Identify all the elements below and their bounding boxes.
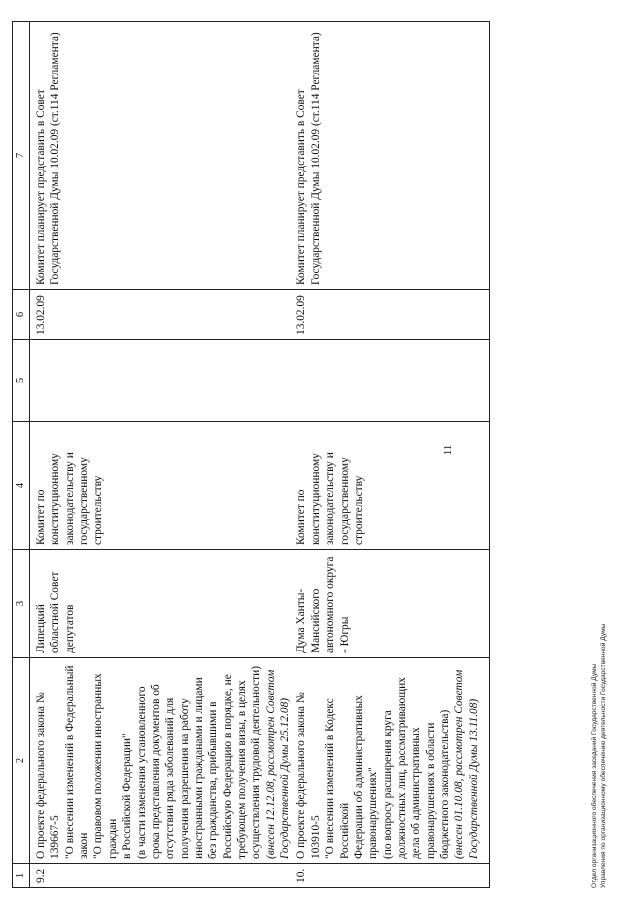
bill-title: О проекте федерального закона № 103910-5 [295,692,322,859]
bill-note: (внесен 01.10.08, рассмотрен Советом Государственной Думы 13.11.08) [453,669,480,859]
bill-name-line: "О правовом положении иностранных граждан [92,673,119,859]
bill-date: 13.02.09 [30,290,293,340]
bills-table [12,21,490,888]
bill-detail: (по вопросу расширения круга должностных лиц, рассматривающих дела об административных правонарушениях в области бюджетного законодательства) [381,677,452,859]
column-header: 2 [13,658,30,864]
column-header: 6 [13,290,30,340]
responsible-committee: Комитет по конституционному законодательству и государственному строительству [30,422,293,550]
bill-initiator: Липецкий областной Совет депутатов [30,550,293,658]
bill-name-line: "О внесении изменений в Федеральный закон [63,665,91,859]
bill-name-line: в Российской Федерации" [121,733,134,859]
row-number: 10. [292,864,489,888]
table-row [30,22,293,888]
column-header: 3 [13,550,30,658]
column-header: 1 [13,864,30,888]
column-header: 5 [13,340,30,422]
bill-name-line: "О внесении изменений в Кодекс Российской [324,698,351,859]
bill-detail: (в части изменения установленного срока представления документов об отсутствии ряда заболеваний для получения разрешения на работу иностранными гражданами и лицами без гражданства, прибывшими в Российскую Федерацию в порядке, не требующем получения визы, в целях осуществления трудовой деятельности) [135,665,263,859]
bill-description [30,658,293,864]
bill-note: (внесен 12.12.08, рассмотрен Советом Государственной Думы 25.12.08) [264,669,292,859]
row-number: 9.2 [30,864,293,888]
bill-plan: Комитет планирует представить в Совет Государственной Думы 10.02.09 (ст.114 Регламента) [292,22,489,290]
column-header: 7 [13,22,30,290]
bill-description [292,658,489,864]
page-number: 11 [442,444,454,456]
column-header: 4 [13,422,30,550]
bill-plan: Комитет планирует представить в Совет Государственной Думы 10.02.09 (ст.114 Регламента) [30,22,293,290]
page-footer [591,624,609,888]
column-5-value [30,340,293,422]
footer-line: Управления по организационному обеспечению деятельности Государственной Думы [599,623,607,888]
column-5-value [292,340,489,422]
bill-name-line: правонарушениях" [367,767,380,859]
footer-line: Отдел организационного обеспечения заседаний Государственной Думы [591,663,598,888]
bill-initiator: Дума Ханты-Мансийского автономного округа - Югры [292,550,489,658]
table-header-row [13,22,30,888]
bill-name-line: Федерации об административных [352,695,365,859]
bill-title: О проекте федерального закона № 139667-5 [35,692,62,859]
responsible-committee: Комитет по конституционному законодательству и государственному строительству [292,422,489,550]
table-row [292,22,489,888]
bill-date: 13.02.09 [292,290,489,340]
